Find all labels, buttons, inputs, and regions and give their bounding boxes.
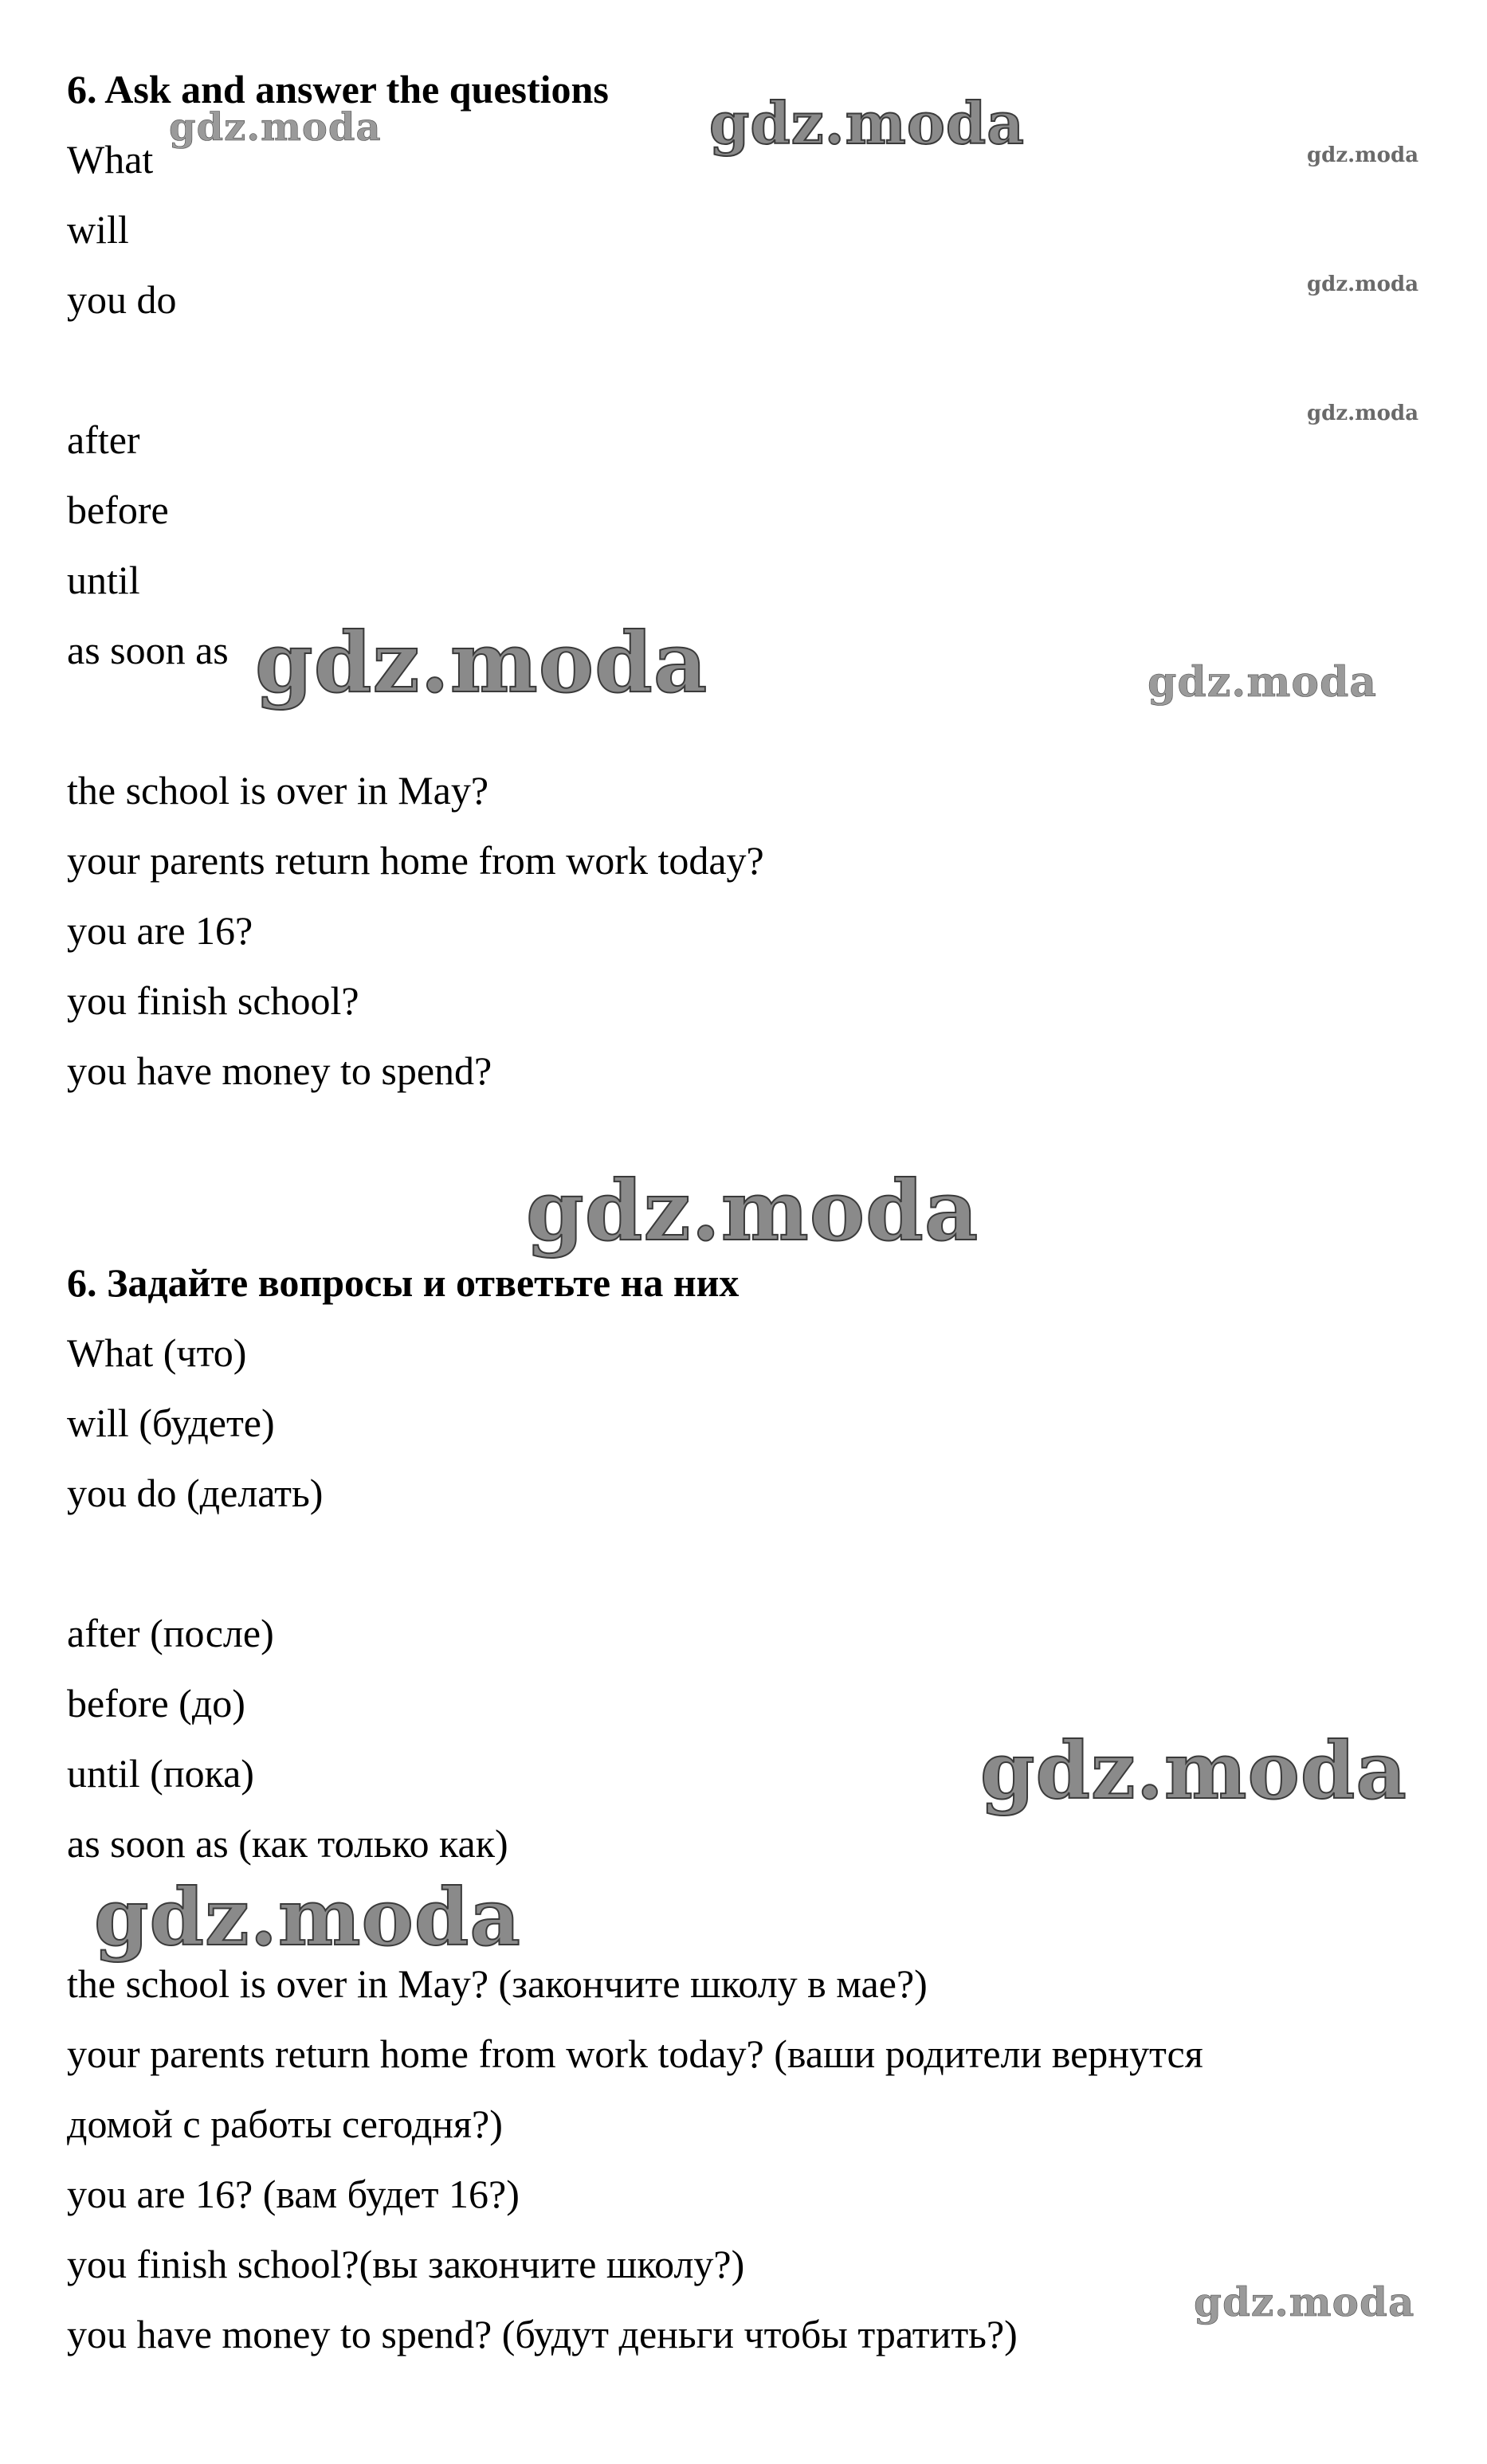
word-will: will	[67, 207, 129, 252]
word-what-translated: What (что)	[67, 1330, 247, 1375]
conjunction-until: until	[67, 558, 140, 602]
watermark: gdz.moda	[1307, 272, 1419, 296]
watermark: gdz.moda	[1307, 402, 1419, 425]
watermark: gdz.moda	[526, 1161, 979, 1259]
word-what: What	[67, 137, 154, 182]
watermark: gdz.moda	[1194, 2278, 1415, 2325]
word-will-translated: will (будете)	[67, 1400, 275, 1445]
word-you-do-translated: you do (делать)	[67, 1471, 324, 1515]
clause-money-to-spend-translated: you have money to spend? (будут деньги чтобы тратить?)	[67, 2312, 1018, 2356]
conjunction-before-translated: before (до)	[67, 1681, 245, 1726]
exercise-heading-russian: 6. Задайте вопросы и ответьте на них	[67, 1260, 740, 1305]
watermark: gdz.moda	[255, 613, 708, 711]
clause-school-over: the school is over in May?	[67, 768, 489, 813]
conjunction-before: before	[67, 488, 169, 532]
clause-school-over-translated: the school is over in May? (закончите школу в мае?)	[67, 1961, 928, 2006]
watermark: gdz.moda	[709, 89, 1025, 157]
watermark: gdz.moda	[94, 1872, 521, 1964]
clause-you-are-16-translated: you are 16? (вам будет 16?)	[67, 2172, 520, 2216]
conjunction-after-translated: after (после)	[67, 1611, 274, 1655]
clause-parents-return: your parents return home from work today?	[67, 838, 764, 883]
watermark: gdz.moda	[1307, 143, 1419, 167]
watermark: gdz.moda	[1148, 658, 1378, 707]
conjunction-until-translated: until (пока)	[67, 1751, 254, 1796]
conjunction-as-soon-as: as soon as	[67, 628, 229, 672]
clause-parents-return-translated-continued: домой с работы сегодня?)	[67, 2102, 503, 2146]
conjunction-as-soon-as-translated: as soon as (как только как)	[67, 1821, 508, 1866]
exercise-heading-english: 6. Ask and answer the questions	[67, 67, 609, 112]
clause-finish-school-translated: you finish school?(вы закончите школу?)	[67, 2242, 745, 2286]
clause-finish-school: you finish school?	[67, 978, 359, 1023]
watermark: gdz.moda	[980, 1726, 1407, 1817]
clause-parents-return-translated: your parents return home from work today? (ваши родители вернутся	[67, 2031, 1203, 2076]
word-you-do: you do	[67, 277, 177, 322]
watermark: gdz.moda	[169, 105, 382, 150]
conjunction-after: after	[67, 417, 140, 462]
clause-you-are-16: you are 16?	[67, 908, 253, 953]
clause-money-to-spend: you have money to spend?	[67, 1048, 492, 1093]
